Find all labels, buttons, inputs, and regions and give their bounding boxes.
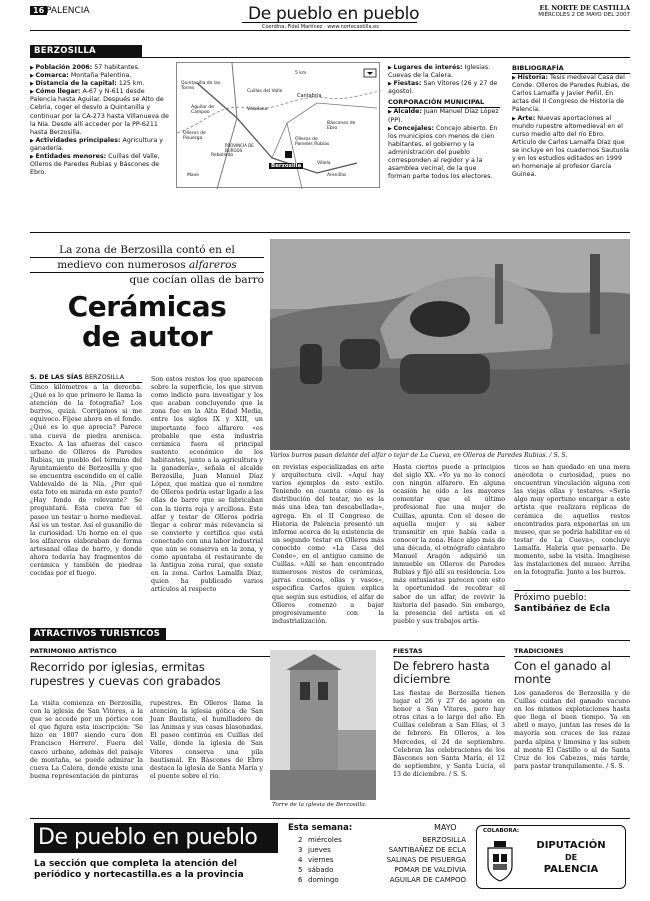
heritage-column-2: rupestres. En Olleros llama la atención la iglesia gótica de San Juan Bautista, el humilladero de las Ánimas y sus casas blasonadas. El paseo continúa en Cuillas del Valle, donde la iglesia de San Vitores conserva una pila bautismal. En Báscones de Ebro destaca la iglesia de Santa María y el puente sobre el río. (150, 700, 263, 780)
next-town-label: Próximo pueblo: (514, 593, 587, 603)
diputacion-name (521, 840, 621, 876)
fact-population: ▶ Población 2006: 57 habitantes. (30, 64, 170, 72)
fact-directions: ▶ Cómo llegar: A-67 y N-611 desde Palencia hasta Aguilar. Después se Alto de Cebria, coger el desvío a Quintanilla y continuar por la CA-273 hasta Villanueva de la Nia. Desde allí acceder por la PP-6211 hasta Berzosilla. (30, 88, 170, 137)
map-label-olleros-pisuerga: Olleros de Pisuerga (183, 131, 206, 141)
page-header (30, 4, 630, 30)
fact-entities: ▶ Entidades menores: Cuillas del Valle, Olleros de Paredes Rubias y Báscones de Ebro. (30, 153, 170, 177)
map-label-burgos: PROVINCIA DE BURGOS (225, 143, 254, 153)
fact-activities: ▶ Actividades principales: Agricultura y ganadería. (30, 137, 170, 153)
map-label-town: Berzosilla (271, 163, 302, 169)
schedule-row: 3 jueves SANTIBÁÑEZ DE ECLA (298, 846, 466, 854)
feature-column-1: Cinco kilómetros a la derecha. ¿Qué es lo que primero le llama la atención de la fotografía? Los burros, quizá. Corrijamos si me equivoco. Fíjese ahora en el fondo. ¿Qué es lo que aprecia? Parece una cueva de piedra arenisca. Exacto. A las afueras del casco urbano de Olleros de Paredes Rubias, un pueblo del término del Ayuntamiento de Berzosilla y que se encuentra escondido en el calle Valdevaldo de la Nía. ¿Por qué esta foto en mirada en este punto? ¿Hay fondo de relevante? Se preguntará. Esta cueva fue el paseo un testar u horno medieval. Así es un testar. Así el gusanillo de la curiosidad. Un horno en el que los alfareros elaboraban de forma artesanal ollas de barro, y donde ahora todavía hay fragmentos de cerámica y también de piedras cocidas por el fuego. (30, 384, 142, 578)
map-label-bascones: Báscones de Ebro (327, 121, 356, 131)
kicker-line-2: medievo con numerosos alfareros (30, 258, 264, 273)
tourism-bar: ATRACTIVOS TURÍSTICOS (30, 628, 166, 640)
feature-byline: S. DE LAS SÍAS BERZOSILLA (30, 374, 142, 383)
feature-column-5: ticos se han quedado en una mera anécdota o curiosidad, pues no encuentran vinculación alguna con las viejas ollas y testares. «Sería algo muy oportuno encargar a este artista que realizara réplicas de cerámica de aquellos restos encontrados para exponerlas en un museo, que se podría habilitar en el testar de La Cueva», concluye Lamalfa. Habría que pensarlo. De momento, sabe la visita. Imagínese las instalaciones del museo. Arriba en la fotografía. Junto a los burros. (514, 464, 630, 577)
fiestas-heading: FIESTAS (393, 647, 505, 657)
map-label-rebolledo: Rebolledo (211, 153, 234, 158)
traditions-heading: TRADICIONES (514, 647, 630, 657)
collab-box (476, 825, 626, 889)
heritage-heading: PATRIMONIO ARTÍSTICO (30, 647, 376, 657)
promo-tagline (34, 859, 280, 881)
promo-tagline-2: periódico y nortecastilla.es a la provincia (34, 870, 244, 880)
diputacion-line-2: DE (564, 853, 578, 862)
feature-photo-caption: Varios burros pasan delante del alfar o tejar de La Cueva, en Olleros de Paredes Rubias. / S. S. (270, 452, 568, 459)
schedule-row: 2 miércoles BERZOSILLA (298, 836, 466, 844)
crest-icon (485, 840, 515, 882)
bibliography-column (512, 64, 630, 179)
map-label-villallano: Villallano (247, 107, 268, 112)
places-council: ▶ Concejales: Concejo abierto. En los municipios con menos de cien habitantes, el gobierno y la administración del pueblo corresponden al regidor y a la asamblea vecinal, de la que forman parte todos los electores. (388, 125, 500, 182)
corporation-heading: CORPORACIÓN MUNICIPAL (388, 98, 500, 108)
promo-logo: De pueblo en pueblo (34, 823, 278, 853)
kicker-line-1: La zona de Berzosilla contó en el (30, 243, 264, 258)
feature-kicker (30, 243, 264, 287)
promo-month: MAYO (434, 823, 457, 832)
traditions-text: Los ganaderos de Berzosilla y de Cuillas cuidan del ganado vacuno en los mismos explotaciones hasta que llega el buen tiempo. Ya en abril o mayo, juntan las reses de la mayoría son cruces de las razas parda alpina y limosina y las suben al monte El Castillo o al de Santa Cruz de los Cabezos, más tarde, para pastar tranquilamente. / S. S. (514, 690, 630, 770)
diputacion-line-3: PALENCIA (543, 864, 599, 875)
schedule-row: 6 domingo AGUILAR DE CAMPOO (298, 876, 466, 884)
church-photo-svg (270, 650, 376, 800)
feature-photo (270, 239, 630, 450)
heritage-column-1: La visita comienza en Berzosilla, con la iglesia de San Vitores, a la que se accede por un pórtico con el que figura esta inscripción: 'Se hizo en 1807 siendo cura don Francisco Herrero'. Fuera del casco urbano, además del paisaje de montaña, se puede admirar la cueva La Calera, donde existe una buena representación de pinturas (30, 700, 143, 780)
kicker-line-3: que cocían ollas de barro (129, 274, 264, 286)
feature-top-rule (30, 232, 630, 233)
town-bar: BERZOSILLA (30, 45, 142, 57)
places-fiestas: ▶ Fiestas: San Vitores (26 y 27 de agosto). (388, 80, 500, 96)
bibliography-history: ▶ Historia: Tesis medieval Casa del Conde. Olleros de Paredes Rubias, de Carlos Lamalfa y Javier Peñil. En actas del II Congreso de Historia de Palencia. (512, 74, 630, 114)
title-line-1: Cerámicas (67, 290, 227, 323)
bibliography-heading: BIBLIOGRAFÍA (512, 64, 630, 74)
church-photo-caption: Torre de la iglesia de Berzosilla. (272, 802, 367, 808)
schedule-row: 5 sábado POMAR DE VALDIVIA (298, 866, 466, 874)
map-label-quintanilla: Quintanilla de las Torres (181, 81, 221, 91)
heritage-title: Recorrido por iglesias, ermitas rupestres y cuevas con grabados (30, 660, 221, 688)
map-label-mave: Mave (187, 173, 200, 178)
map-label-cantabria: Cantabria (297, 93, 322, 99)
feature-column-3: en revistas especializadas en arte y arquitectura civil. «Aquí hay varios ejemplos de esto estilo. Teniendo en cuenta cómo es la distribución del testar, no es la más una idea tan descabellada», agrega. En el II Congreso de Historia de Palencia presentó un informe acerca de la existencia de un segundo testar en Olleros más conocido como «La Casa del Conde», en el antiguo camino de Cuillas. «Allí se han encontrado numerosos restos de cerámicas, jarras cuencos, ollas y vasos», especifica Carlos quien explica que según sus estudios, el alfar de Olleros comenzó a bajar progresivamente con la industrialización. (272, 464, 384, 625)
fiestas-title: De febrero hasta diciembre (393, 659, 490, 686)
map-label-cuillas: Cuillas del Valle (247, 89, 283, 94)
masthead-subtitle: Coordina: Fidel Martínez · www.nortecastilla.es (262, 24, 379, 30)
header-rule (30, 30, 630, 31)
issue-date: MIÉRCOLES 2 DE MAYO DEL 2007 (538, 12, 630, 18)
places-mayor: ▶ Alcalde: Juan Manuel Díaz López (PP). (388, 108, 500, 124)
collab-label: COLABORA: (483, 828, 520, 834)
map-label-arenillas: Arenillas (327, 173, 347, 178)
map-label-villela: Villela (317, 161, 331, 166)
feature-title (30, 292, 264, 352)
promo-week-label: Esta semana: (288, 823, 353, 833)
title-line-2: de autor (81, 320, 213, 353)
feature-column-2: Son estos restos los que aparecen sobre la superficie, los que sirven como indicio para investigar y los que acaban concluyendo que la zona fue en la Alta Edad Media, entre los siglos IX y XIII, un importante foco alfarero «es probable que esta industria cerámica fuera el principal sustento económico de los habitantes, junto a la agricultura y la ganadería», señala el alcalde Berzosilla, Juan Manuel Díaz López, que matiza que el nombre de Olleros podría estar ligado a las ollas de barro que se fabricaban con la tierra roja y arcillosa. Este alfar y testar de Olleros podría llegar a cobrar más relevancia si se convierte y certifica que está conectado con una labor industrial que aún se conserva en la zona, y como apuntaba el restaurante de la Antigua zona rural, que existe en la zona. Carlos Lamalfa Díaz, quien ha publicado varios artículos al respecto (151, 376, 263, 594)
schedule-row: 4 viernes SALINAS DE PISUERGA (298, 856, 466, 864)
map-scale: 5 km (295, 71, 307, 76)
next-town-name: Santibáñez de Ecla (514, 604, 611, 614)
map-label-olleros-paredes: Olleros de Paredes Rubias (295, 137, 330, 147)
promo-tagline-1: La sección que completa la atención del (34, 859, 237, 869)
promo-banner (30, 818, 630, 892)
places-interest: ▶ Lugares de interés: Iglesias. Cuevas de la Calera. (388, 64, 500, 80)
page-number: 16 (30, 6, 47, 15)
masthead-title: De pueblo en pueblo (248, 4, 420, 24)
traditions-title: Con el ganado al monte (514, 659, 611, 686)
next-town (514, 590, 630, 615)
map-label-aguilar: Aguilar de Campoo (191, 105, 214, 115)
fact-distance: ▶ Distancia de la capital: 125 km. (30, 80, 170, 88)
feature-column-4: Hasta ciertos puede a principios del siglo XX. «Yo ya no lo conocí con ningún alfarero. En alguna ocasión he oído a los mayores comentar que el último profesional fue una mujer de Cuillas, apunta. Con el deseo de aquella mujer y su saber transmitir en que había cada a conocer la zona. Hace algo más de una década, el etnógrafo cántabro Manuel Aragón adquirió un inmueble en Olleros de Paredes Rubias y fijó allí su residencia. Los más entusiastas parecen con esto la oportunidad de recobrar el sabor de un alfar, de revivir la historia del pasado. Sin embargo, la presencia del artista en el pueblo y sus trabajos artís- (393, 464, 505, 625)
newspaper-name: EL NORTE DE CASTILLA (539, 4, 630, 12)
fact-region: ▶ Comarca: Montaña Palentina. (30, 72, 170, 80)
feature-photo-svg (270, 239, 630, 450)
town-facts (30, 64, 170, 177)
tourism-rule (30, 640, 630, 641)
bibliography-art: ▶ Arte: Nuevas aportaciones al mundo rupestre altomedieval en el curso medio alto del río Ebro. Artículo de Carlos Lamalfa Díaz que se incluye en los cuadernos Sautuola y en los estudios editados en 1999 en homenaje al profesor García Guinea. (512, 115, 630, 180)
section-name: PALENCIA (46, 6, 90, 16)
church-photo (270, 650, 376, 800)
info-rule (30, 57, 630, 58)
diputacion-line-1: DIPUTACIÓN (536, 840, 606, 851)
promo-schedule (298, 835, 466, 885)
places-column (388, 64, 500, 181)
location-map (176, 62, 380, 188)
fiestas-text: Las fiestas de Berzosilla tienen lugar el 26 y 27 de agosto en honor a San Vitores, pero hay otras citas a lo largo del año. En Cuillas celebran a San Elías, el 3 de febrero. En Olleros, a los Mercedes, el 24 de septiembre. Celebran las celebraciones de los Báscones son Santa María, el 12 de septiembre, y Santa Lucía, el 13 de diciembre. / S. S. (393, 690, 505, 778)
masthead-underline (242, 22, 417, 23)
